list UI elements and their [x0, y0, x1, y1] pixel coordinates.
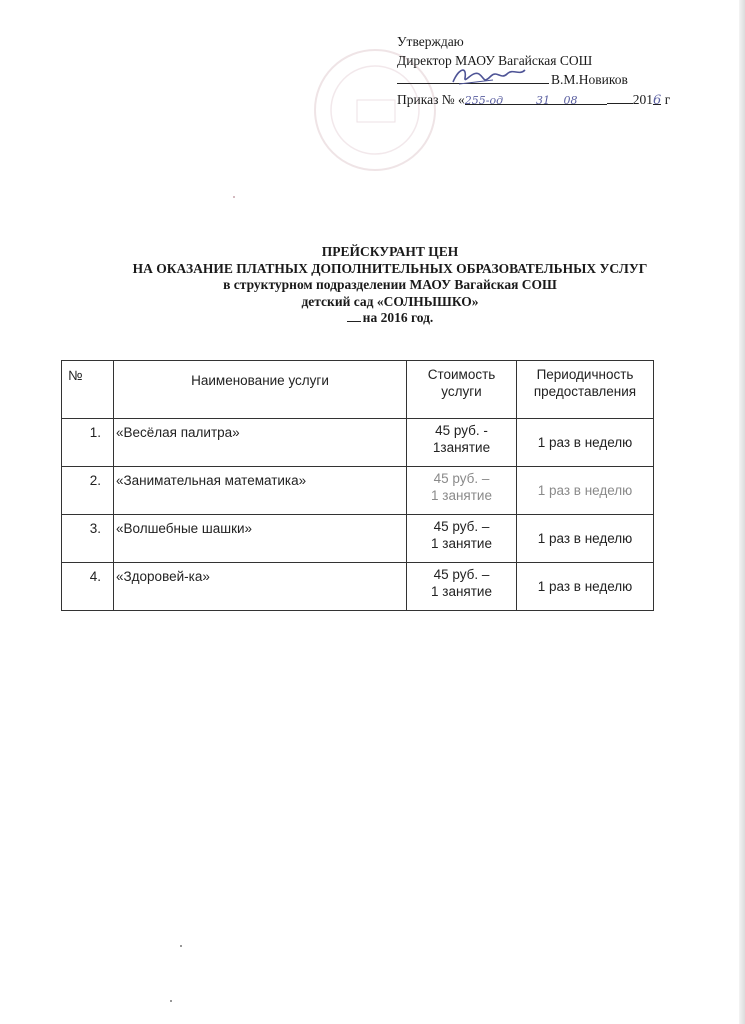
scan-speck	[170, 1000, 172, 1002]
order-date-field	[507, 90, 607, 105]
director-signature-line	[397, 70, 687, 89]
order-day: 31	[536, 94, 551, 107]
order-number: 255-од	[464, 94, 504, 107]
order-date-blank	[607, 89, 633, 104]
row-period: 1 раз в неделю	[517, 419, 654, 467]
row-service-name: «Здоровей-ка»	[114, 563, 407, 611]
title-line-5: на 2016 год.	[362, 310, 434, 325]
table-row	[62, 467, 654, 515]
order-line	[397, 89, 687, 109]
signature-underline	[397, 70, 549, 84]
order-prefix: Приказ № «	[397, 92, 465, 107]
header-cost-line-2: услуги	[441, 384, 482, 399]
row-period: 1 раз в неделю	[517, 563, 654, 611]
signature-scribble	[449, 62, 529, 88]
title-line-4: детский сад «СОЛНЫШКО»	[301, 293, 479, 309]
title-line-5-wrap	[60, 310, 720, 327]
table-row	[62, 515, 654, 563]
row-cost-line-1: 45 руб. –	[433, 567, 490, 582]
header-name: Наименование услуги	[114, 361, 407, 419]
document-title	[60, 244, 720, 327]
header-num: №	[62, 361, 114, 419]
header-cost	[407, 361, 517, 419]
approve-label: Утверждаю	[397, 34, 464, 49]
page-edge	[739, 0, 745, 1024]
title-underline	[347, 321, 361, 322]
table-row	[62, 419, 654, 467]
row-cost	[407, 515, 517, 563]
scan-speck	[233, 196, 235, 198]
header-cost-line-1: Стоимость	[427, 367, 496, 382]
row-num: 3.	[62, 515, 114, 563]
title-line-2: НА ОКАЗАНИЕ ПЛАТНЫХ ДОПОЛНИТЕЛЬНЫХ ОБРАЗОВАТЕЛЬНЫХ УСЛУГ	[132, 260, 648, 276]
header-period-line-1: Периодичность	[536, 367, 634, 382]
row-cost-line-1: 45 руб. –	[433, 519, 490, 534]
director-name: В.М.Новиков	[551, 72, 628, 87]
row-cost-line-2: 1занятие	[432, 440, 491, 455]
row-service-name: «Занимательная математика»	[114, 467, 407, 515]
row-cost-line-2: 1 занятие	[431, 488, 492, 503]
row-cost-line-1: 45 руб. –	[433, 471, 490, 486]
header-period	[517, 361, 654, 419]
title-line-3: в структурном подразделении МАОУ Вагайская СОШ	[223, 277, 557, 292]
header-period-line-2: предоставления	[533, 384, 637, 399]
title-line-1: ПРЕЙСКУРАНТ ЦЕН	[321, 244, 459, 259]
row-cost-line-2: 1 занятие	[431, 584, 492, 599]
order-year-field	[653, 90, 662, 108]
scan-speck	[180, 945, 182, 947]
table-header-row	[62, 361, 654, 419]
approval-block	[397, 32, 687, 109]
row-cost-line-2: 1 занятие	[431, 536, 492, 551]
order-number-field	[465, 90, 507, 105]
row-num: 2.	[62, 467, 114, 515]
director-title: Директор МАОУ Вагайская СОШ	[397, 53, 593, 68]
row-period: 1 раз в неделю	[517, 515, 654, 563]
row-service-name: «Волшебные шашки»	[114, 515, 407, 563]
table-row	[62, 563, 654, 611]
row-cost	[407, 467, 517, 515]
order-year-prefix: 201	[632, 92, 654, 107]
row-service-name: «Весёлая палитра»	[114, 419, 407, 467]
order-year-digit: 6	[653, 93, 662, 108]
order-month: 08	[563, 94, 578, 107]
row-num: 1.	[62, 419, 114, 467]
row-cost	[407, 563, 517, 611]
row-cost	[407, 419, 517, 467]
row-cost-line-1: 45 руб. -	[435, 423, 488, 438]
order-suffix: г	[661, 92, 671, 107]
row-num: 4.	[62, 563, 114, 611]
row-period: 1 раз в неделю	[517, 467, 654, 515]
price-table	[61, 360, 654, 611]
